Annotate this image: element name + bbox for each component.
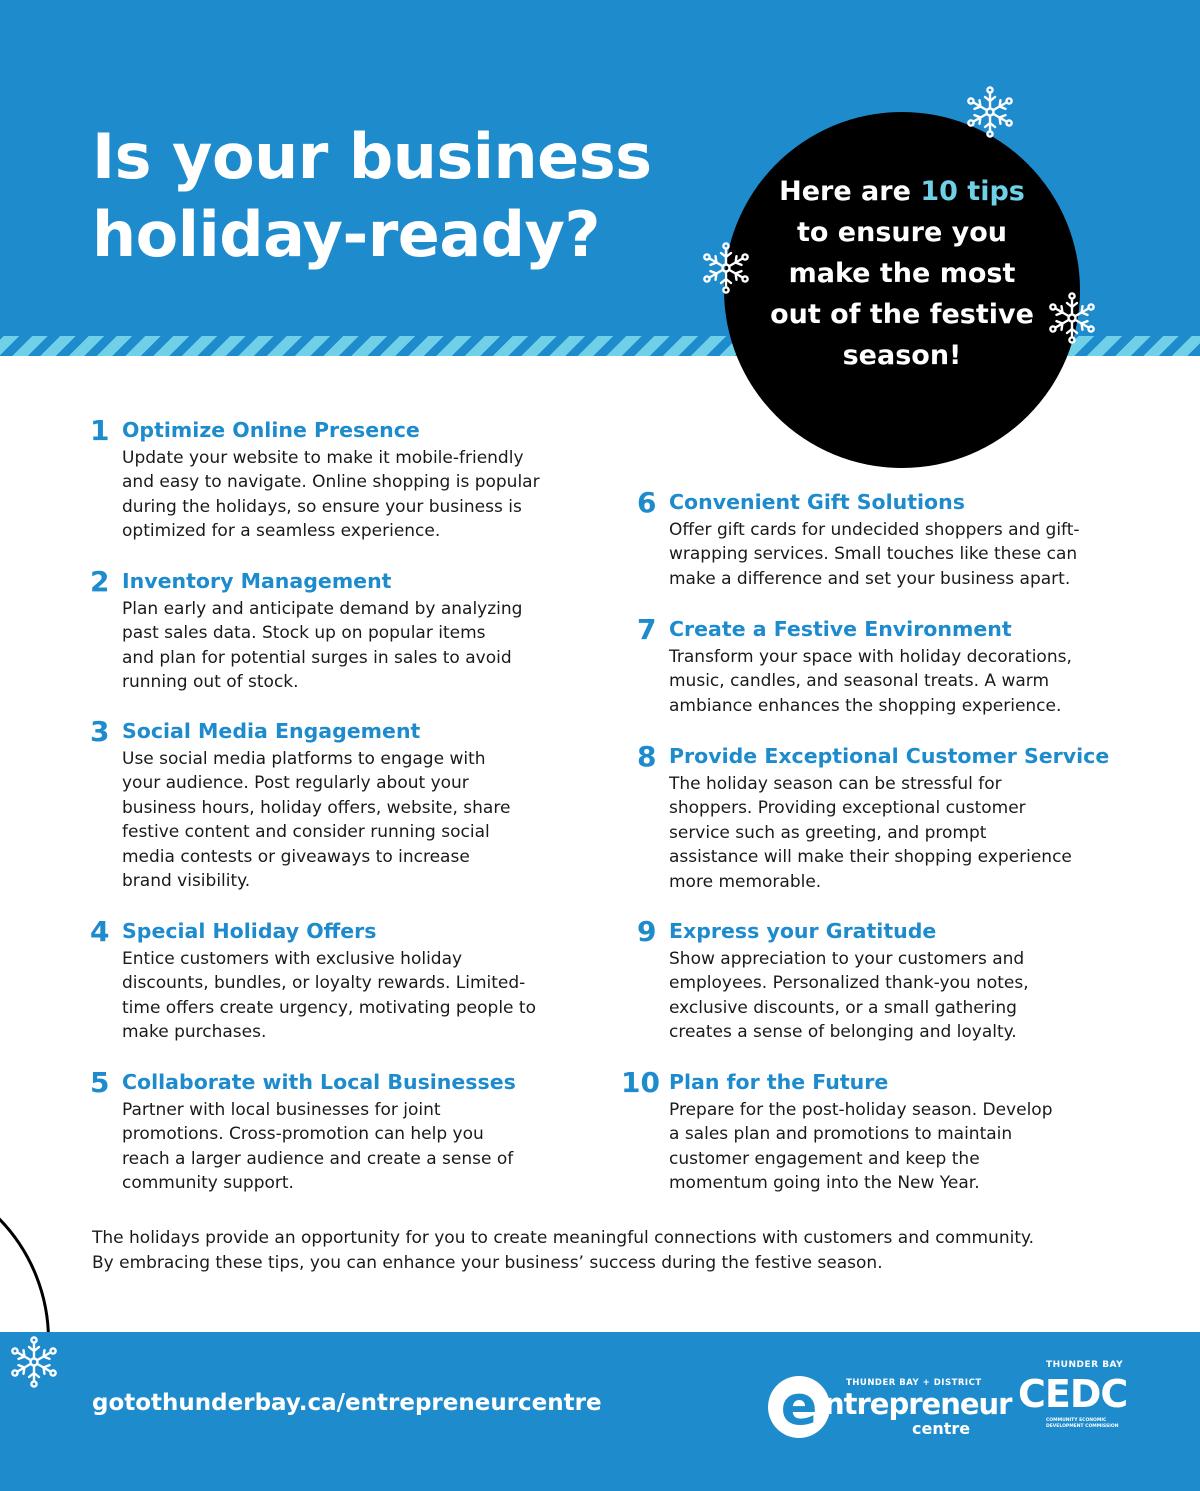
callout-line-2: to ensure you <box>796 217 1008 248</box>
ec-logo-top-text: THUNDER BAY + DISTRICT <box>846 1378 982 1388</box>
callout-accent: 10 tips <box>920 176 1025 207</box>
tip-line: ambiance enhances the shopping experience. <box>669 695 1062 716</box>
tip-line: Update your website to make it mobile-friendly <box>122 448 524 468</box>
tip-line: music, candles, and seasonal treats. A warm <box>669 671 1050 692</box>
tip-number: 8 <box>637 740 657 773</box>
tip-body <box>669 645 1072 718</box>
tip-number: 10 <box>621 1066 660 1099</box>
tip-number: 7 <box>637 613 657 646</box>
ec-logo-mark <box>768 1376 830 1438</box>
tip-line: business hours, holiday offers, website, share <box>122 797 511 818</box>
callout-line-4: out of the festive <box>770 299 1034 330</box>
website-link[interactable]: gotothunderbay.ca/entrepreneurcentre <box>92 1390 602 1416</box>
tip-line: Prepare for the post-holiday season. Develop <box>669 1100 1053 1120</box>
tip-title: Special Holiday Offers <box>122 919 377 943</box>
tip-title: Convenient Gift Solutions <box>669 490 965 514</box>
footer-band <box>0 1332 1200 1491</box>
tip-line: exclusive discounts, or a small gathering <box>669 997 1017 1018</box>
tip-number: 2 <box>90 565 110 598</box>
tip-line: customer engagement and keep the <box>669 1148 980 1169</box>
cedc-logo-sub-text <box>1046 1418 1118 1430</box>
callout-line-3: make the most <box>788 258 1016 289</box>
callout-line-5: season! <box>842 340 962 371</box>
tip-line: creates a sense of belonging and loyalty. <box>669 1022 1017 1043</box>
tip-line: promotions. Cross-promotion can help you <box>122 1124 484 1145</box>
callout-pre: Here are <box>779 176 921 207</box>
ec-logo-sub-text: centre <box>912 1419 971 1438</box>
tip-line: media contests or giveaways to increase <box>122 846 470 867</box>
tip-body <box>669 518 1080 591</box>
tip-title: Optimize Online Presence <box>122 418 420 442</box>
tip-line: and easy to navigate. Online shopping is popular <box>122 472 540 493</box>
tip-line: festive content and consider running social <box>122 822 490 843</box>
tip-title: Collaborate with Local Businesses <box>122 1070 516 1094</box>
tip-body <box>669 1098 1053 1196</box>
tip-body <box>669 772 1072 894</box>
callout-text <box>744 171 1060 376</box>
tip-line: time offers create urgency, motivating people to <box>122 997 536 1018</box>
tip-line: running out of stock. <box>122 672 299 693</box>
tip-line: employees. Personalized thank-you notes, <box>669 973 1029 994</box>
tip-number: 9 <box>637 915 657 948</box>
closing-paragraph <box>92 1226 1122 1276</box>
tip-line: Partner with local businesses for joint <box>122 1100 441 1120</box>
tip-line: a sales plan and promotions to maintain <box>669 1124 1013 1145</box>
closing-line-1: The holidays provide an opportunity for you to create meaningful connections with customers and community. <box>92 1228 1035 1248</box>
tip-line: momentum going into the New Year. <box>669 1173 980 1194</box>
closing-line-2: By embracing these tips, you can enhance your business’ success during the festive season. <box>92 1253 883 1273</box>
tip-number: 4 <box>90 915 110 948</box>
tip-line: shoppers. Providing exceptional customer <box>669 798 1026 819</box>
tip-title: Inventory Management <box>122 569 392 593</box>
tip-line: The holiday season can be stressful for <box>669 774 1002 794</box>
tip-title: Social Media Engagement <box>122 719 421 743</box>
page-title <box>92 118 652 274</box>
tip-line: make a difference and set your business apart. <box>669 568 1071 589</box>
tip-number: 5 <box>90 1066 110 1099</box>
snowflake-icon <box>962 84 1018 140</box>
cedc-logo-sub-line-2: DEVELOPMENT COMMISSION <box>1046 1424 1119 1429</box>
cedc-logo-main-text: CEDC <box>1018 1372 1128 1416</box>
title-line-1: Is your business <box>92 120 652 193</box>
tip-body <box>122 947 536 1045</box>
ec-logo-letter: e <box>780 1374 818 1437</box>
tip-line: optimized for a seamless experience. <box>122 521 441 542</box>
tip-line: Plan early and anticipate demand by analyzing <box>122 599 523 619</box>
cedc-logo <box>1016 1332 1146 1491</box>
snowflake-icon <box>1044 290 1100 346</box>
tip-line: brand visibility. <box>122 871 251 892</box>
tip-line: Show appreciation to your customers and <box>669 949 1025 969</box>
tip-title: Create a Festive Environment <box>669 617 1012 641</box>
tip-line: make purchases. <box>122 1022 267 1043</box>
tip-line: Use social media platforms to engage with <box>122 749 486 769</box>
tip-line: Transform your space with holiday decorations, <box>669 647 1072 667</box>
tip-body <box>669 947 1029 1045</box>
tip-line: Offer gift cards for undecided shoppers and gift- <box>669 520 1080 540</box>
tip-title: Plan for the Future <box>669 1070 889 1094</box>
tip-number: 3 <box>90 715 110 748</box>
tip-line: community support. <box>122 1173 294 1194</box>
callout-line-1 <box>744 171 1060 212</box>
tip-line: assistance will make their shopping experience <box>669 847 1072 868</box>
tip-body <box>122 446 540 544</box>
ec-logo-main-text: ntrepreneur <box>824 1387 1012 1421</box>
tip-line: discounts, bundles, or loyalty rewards. Limited- <box>122 973 526 994</box>
tip-title: Provide Exceptional Customer Service <box>669 744 1110 768</box>
tip-line: during the holidays, so ensure your business is <box>122 496 522 517</box>
tip-body <box>122 747 510 893</box>
cedc-logo-top-text: THUNDER BAY <box>1046 1360 1124 1370</box>
tip-line: Entice customers with exclusive holiday <box>122 949 463 969</box>
snowflake-icon <box>698 240 754 296</box>
tip-line: past sales data. Stock up on popular items <box>122 623 486 644</box>
tip-line: and plan for potential surges in sales to avoid <box>122 647 512 668</box>
title-line-2: holiday-ready? <box>92 198 600 271</box>
entrepreneur-centre-logo <box>764 1332 1012 1491</box>
tip-number: 1 <box>90 414 110 447</box>
tip-line: service such as greeting, and prompt <box>669 822 987 843</box>
snowflake-icon <box>6 1334 62 1390</box>
tip-line: wrapping services. Small touches like these can <box>669 544 1078 565</box>
tip-body <box>122 1098 513 1196</box>
tip-body <box>122 597 522 695</box>
tip-line: more memorable. <box>669 871 822 892</box>
tip-title: Express your Gratitude <box>669 919 937 943</box>
cedc-logo-sub-line-1: COMMUNITY ECONOMIC <box>1046 1418 1107 1423</box>
tip-number: 6 <box>637 486 657 519</box>
tip-line: reach a larger audience and create a sense of <box>122 1148 514 1169</box>
tip-line: your audience. Post regularly about your <box>122 773 469 794</box>
